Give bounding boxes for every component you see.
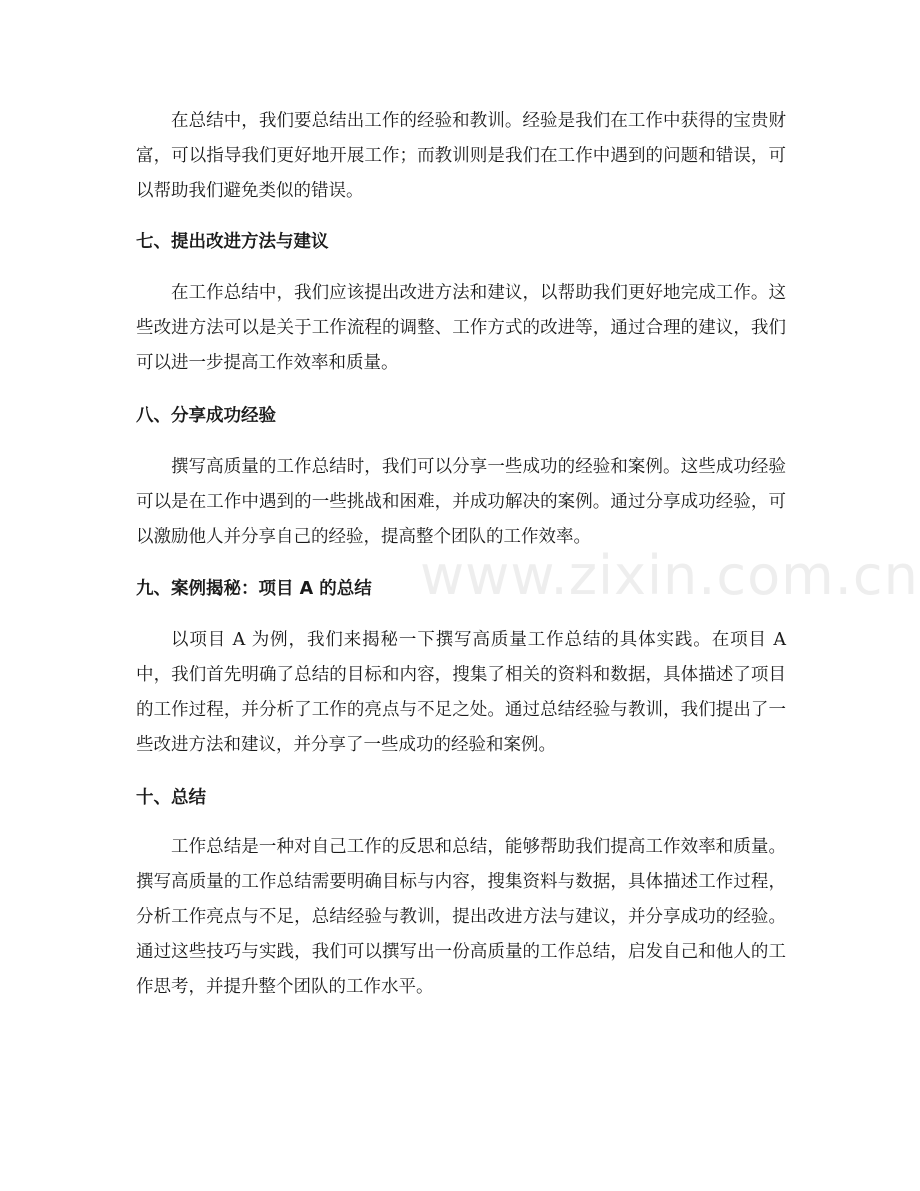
section-heading-7: 七、提出改进方法与建议 [136, 232, 329, 252]
intro-paragraph: 在总结中，我们要总结出工作的经验和教训。经验是我们在工作中获得的宝贵财富，可以指导我们更好地开展工作；而教训则是我们在工作中遇到的问题和错误，可以帮助我们避免类似的错误。 [136, 111, 786, 201]
section-paragraph-7: 在工作总结中，我们应该提出改进方法和建议，以帮助我们更好地完成工作。这些改进方法可以是关于工作流程的调整、工作方式的改进等，通过合理的建议，我们可以进一步提高工作效率和质量。 [136, 283, 786, 373]
section-heading-10: 十、总结 [136, 788, 206, 808]
section-paragraph-10: 工作总结是一种对自己工作的反思和总结，能够帮助我们提高工作效率和质量。撰写高质量的工作总结需要明确目标与内容，搜集资料与数据，具体描述工作过程，分析工作亮点与不足，总结经验与教训，提出改进方法与建议，并分享成功的经验。通过这些技巧与实践，我们可以撰写出一份高质量的工作总结，启发自己和他人的工作思考，并提升整个团队的工作水平。 [136, 837, 786, 997]
section-heading-8: 八、分享成功经验 [136, 406, 276, 426]
section-paragraph-9: 以项目 A 为例，我们来揭秘一下撰写高质量工作总结的具体实践。在项目 A 中，我们首先明确了总结的目标和内容，搜集了相关的资料和数据，具体描述了项目的工作过程，并分析了工作的亮点与不足之处。通过总结经验与教训，我们提出了一些改进方法和建议，并分享了一些成功的经验和案例。 [136, 630, 786, 755]
section-heading-9: 九、案例揭秘：项目 A 的总结 [136, 579, 372, 599]
section-paragraph-8: 撰写高质量的工作总结时，我们可以分享一些成功的经验和案例。这些成功经验可以是在工作中遇到的一些挑战和困难，并成功解决的案例。通过分享成功经验，可以激励他人并分享自己的经验，提高整个团队的工作效率。 [136, 457, 786, 547]
watermark-text: www.zixin.com.cn [420, 544, 919, 607]
